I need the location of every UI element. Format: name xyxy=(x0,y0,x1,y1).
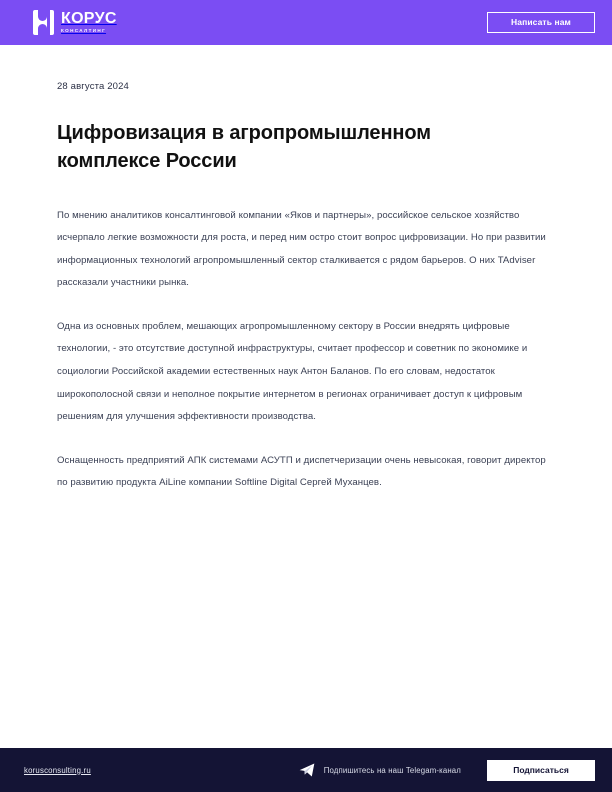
brand-logo[interactable] xyxy=(33,10,117,35)
telegram-subscribe-text: Подпишитесь на наш Telegam-канал xyxy=(323,765,461,775)
telegram-subscribe-block xyxy=(299,763,461,777)
page-title: Цифровизация в агропромышленном комплексе России xyxy=(57,122,431,173)
contact-us-button[interactable]: Написать нам xyxy=(487,12,595,33)
brand-wordmark xyxy=(61,11,117,34)
brand-subtitle: КОНСАЛТИНГ xyxy=(61,28,107,34)
article-content xyxy=(0,45,612,748)
article-paragraph: Оснащенность предприятий АПК системами АСУТП и диспетчеризации очень невысокая, говорит директор по развитию продукта AiLine компании Softline Digital Сергей Муханцев. xyxy=(57,454,546,489)
korus-logo-bar xyxy=(47,10,50,35)
article-body xyxy=(57,205,555,495)
site-footer xyxy=(0,748,612,792)
korus-logo-icon xyxy=(33,10,54,35)
brand-name: КОРУС xyxy=(61,9,117,27)
site-header xyxy=(0,0,612,45)
footer-website-link[interactable]: korusconsulting.ru xyxy=(24,765,91,775)
article-date: 28 августа 2024 xyxy=(57,81,129,92)
subscribe-button[interactable]: Подписаться xyxy=(487,760,595,781)
article-paragraph: Одна из основных проблем, мешающих агропромышленному сектору в России внедрять цифровые технологии, - это отсутствие доступной инфраструктуры, считает профессор и советник по экономике и социологии Российской академии естественных наук Антон Баланов. По его словам, недостаток широкополосной связи и неполное покрытие интернетом в регионах ограничивает доступ к цифровым решениям для улучшения эффективности производства. xyxy=(57,320,528,423)
article-paragraph: По мнению аналитиков консалтинговой компании «Яков и партнеры», российское сельское хозяйство исчерпало легкие возможности для роста, и перед ним остро стоит вопрос цифровизации. Но при развитии информационных технологий агропромышленный сектор сталкивается с рядом барьеров. О них TAdviser рассказали участники рынка. xyxy=(57,209,546,289)
telegram-icon xyxy=(299,763,315,777)
